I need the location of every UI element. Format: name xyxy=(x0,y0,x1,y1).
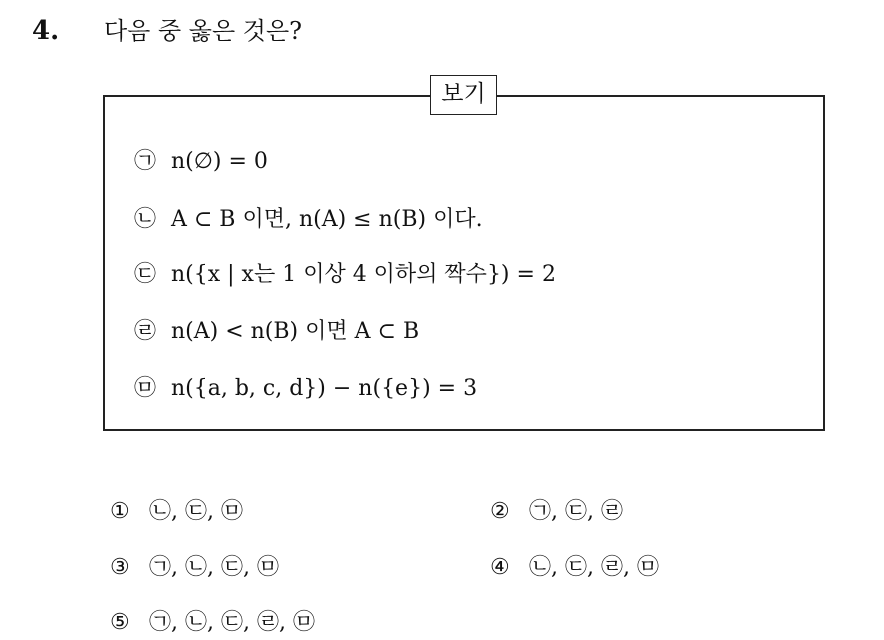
bogi-item-5 xyxy=(134,372,477,406)
choice-number: ① xyxy=(110,499,130,524)
bogi-item-statement: n({x | x는 1 이상 4 이하의 짝수}) = 2 xyxy=(171,262,556,287)
bogi-item-2 xyxy=(134,203,483,237)
question-number: 4. xyxy=(32,16,60,46)
choice-text: ㉠, ㉡, ㉢, ㉤ xyxy=(149,555,279,580)
question-text: 다음 중 옳은 것은? xyxy=(104,17,303,45)
answer-choice-3[interactable] xyxy=(110,551,279,585)
choice-number: ② xyxy=(490,499,510,524)
choice-number: ③ xyxy=(110,555,130,580)
bogi-item-statement: n(∅) = 0 xyxy=(171,149,268,174)
bogi-item-4 xyxy=(134,315,419,349)
answer-choice-2[interactable] xyxy=(490,495,623,529)
bogi-item-mark: ㉠ xyxy=(134,149,157,174)
bogi-item-mark: ㉤ xyxy=(134,376,157,401)
bogi-item-1 xyxy=(134,145,268,179)
bogi-item-mark: ㉢ xyxy=(134,262,157,287)
bogi-item-statement: n(A) < n(B) 이면 A ⊂ B xyxy=(171,319,420,344)
bogi-item-3 xyxy=(134,258,556,292)
answer-choice-1[interactable] xyxy=(110,495,243,529)
bogi-item-statement: n({a, b, c, d}) − n({e}) = 3 xyxy=(171,376,478,401)
choice-text: ㉠, ㉢, ㉣ xyxy=(529,499,623,524)
choice-text: ㉡, ㉢, ㉣, ㉤ xyxy=(529,555,659,580)
bogi-item-mark: ㉣ xyxy=(134,319,157,344)
answer-choice-4[interactable] xyxy=(490,551,659,585)
bogi-item-mark: ㉡ xyxy=(134,207,157,232)
answer-choice-5[interactable] xyxy=(110,606,315,640)
choice-text: ㉡, ㉢, ㉤ xyxy=(149,499,243,524)
choice-number: ⑤ xyxy=(110,610,130,635)
bogi-box-title: 보기 xyxy=(430,75,497,115)
choice-number: ④ xyxy=(490,555,510,580)
bogi-item-statement: A ⊂ B 이면, n(A) ≤ n(B) 이다. xyxy=(171,207,483,232)
choice-text: ㉠, ㉡, ㉢, ㉣, ㉤ xyxy=(149,610,315,635)
